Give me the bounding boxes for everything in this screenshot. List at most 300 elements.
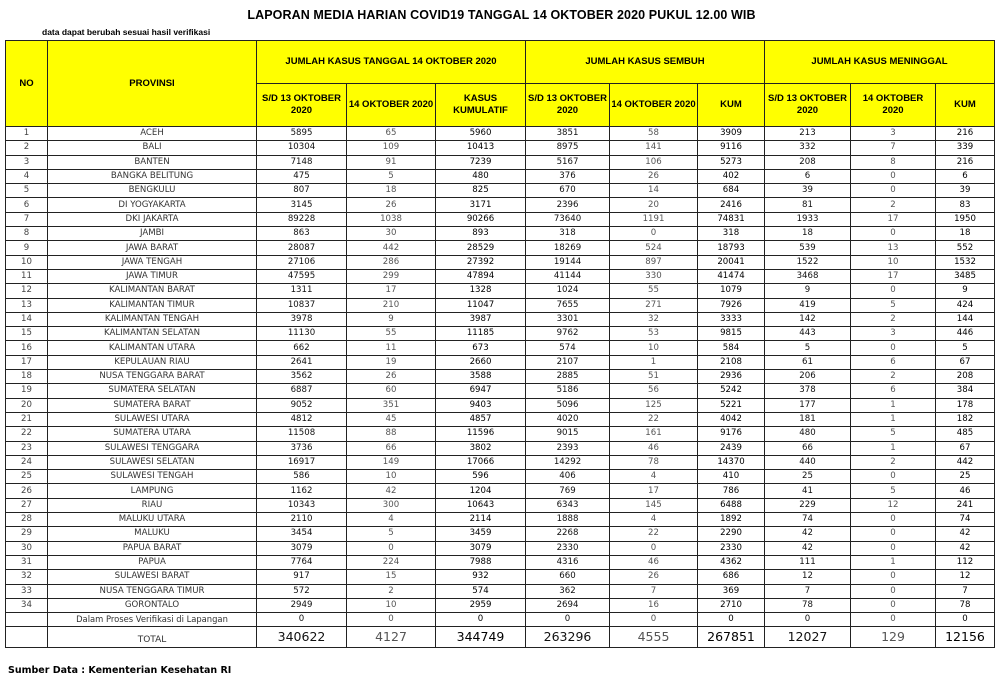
meninggal-today-cell: 13 bbox=[851, 241, 936, 255]
row-no-cell: 14 bbox=[6, 312, 48, 326]
row-provinsi-cell: Dalam Proses Verifikasi di Lapangan bbox=[48, 613, 257, 627]
row-no-cell: 7 bbox=[6, 212, 48, 226]
kasus-sd-cell: 3454 bbox=[257, 527, 347, 541]
table-row bbox=[6, 555, 995, 569]
table-row bbox=[6, 341, 995, 355]
meninggal-sd-cell: 332 bbox=[765, 141, 851, 155]
sembuh-kum-cell: 74831 bbox=[698, 212, 765, 226]
row-no-cell: 33 bbox=[6, 584, 48, 598]
kasus-today-cell: 26 bbox=[347, 370, 436, 384]
row-provinsi-cell: NUSA TENGGARA BARAT bbox=[48, 370, 257, 384]
meninggal-today-cell: 1 bbox=[851, 555, 936, 569]
kasus-today-cell: 210 bbox=[347, 298, 436, 312]
sembuh-kum-cell: 9815 bbox=[698, 327, 765, 341]
meninggal-kum-cell: 25 bbox=[936, 470, 995, 484]
meninggal-sd-cell: 66 bbox=[765, 441, 851, 455]
row-provinsi-cell: SULAWESI TENGAH bbox=[48, 470, 257, 484]
row-no-cell: 22 bbox=[6, 427, 48, 441]
table-row bbox=[6, 470, 995, 484]
meninggal-sd-cell: 229 bbox=[765, 498, 851, 512]
meninggal-kum-cell: 552 bbox=[936, 241, 995, 255]
sembuh-today-cell: 4 bbox=[610, 513, 698, 527]
meninggal-today-cell: 2 bbox=[851, 455, 936, 469]
row-no-cell: 23 bbox=[6, 441, 48, 455]
row-provinsi-cell: BALI bbox=[48, 141, 257, 155]
kasus-today-cell: 55 bbox=[347, 327, 436, 341]
sembuh-sd-cell: 0 bbox=[526, 613, 610, 627]
meninggal-today-cell: 0 bbox=[851, 613, 936, 627]
table-row bbox=[6, 169, 995, 183]
kasus-kum-cell: 3987 bbox=[436, 312, 526, 326]
table-row bbox=[6, 598, 995, 612]
meninggal-kum-cell: 178 bbox=[936, 398, 995, 412]
sembuh-today-cell: 0 bbox=[610, 541, 698, 555]
kasus-sd-cell: 3145 bbox=[257, 198, 347, 212]
header-provinsi: PROVINSI bbox=[48, 41, 257, 127]
row-no-cell: 34 bbox=[6, 598, 48, 612]
meninggal-today-cell: 0 bbox=[851, 169, 936, 183]
row-no-cell: 28 bbox=[6, 513, 48, 527]
sembuh-today-cell: 0 bbox=[610, 613, 698, 627]
row-no-cell: 12 bbox=[6, 284, 48, 298]
sembuh-sd-cell: 41144 bbox=[526, 269, 610, 283]
meninggal-today-cell: 0 bbox=[851, 513, 936, 527]
meninggal-sd-cell: 419 bbox=[765, 298, 851, 312]
meninggal-today-cell: 5 bbox=[851, 298, 936, 312]
sembuh-kum-cell: 14370 bbox=[698, 455, 765, 469]
meninggal-kum-cell: 78 bbox=[936, 598, 995, 612]
sembuh-today-cell: 4 bbox=[610, 470, 698, 484]
sembuh-today-cell: 1191 bbox=[610, 212, 698, 226]
row-provinsi-cell: KALIMANTAN TIMUR bbox=[48, 298, 257, 312]
meninggal-sd-cell: 42 bbox=[765, 541, 851, 555]
covid-report-table bbox=[5, 40, 995, 648]
row-no-cell: 26 bbox=[6, 484, 48, 498]
meninggal-sd-cell: 6 bbox=[765, 169, 851, 183]
sembuh-today-cell: 51 bbox=[610, 370, 698, 384]
table-row bbox=[6, 441, 995, 455]
sembuh-kum-cell: 5242 bbox=[698, 384, 765, 398]
kasus-kum-cell: 1328 bbox=[436, 284, 526, 298]
kasus-today-cell: 0 bbox=[347, 613, 436, 627]
meninggal-kum-cell: 339 bbox=[936, 141, 995, 155]
kasus-sd-cell: 7764 bbox=[257, 555, 347, 569]
kasus-kum-cell: 673 bbox=[436, 341, 526, 355]
meninggal-today-cell: 1 bbox=[851, 412, 936, 426]
sembuh-today-cell: 161 bbox=[610, 427, 698, 441]
kasus-today-cell: 19 bbox=[347, 355, 436, 369]
meninggal-today-cell: 1 bbox=[851, 398, 936, 412]
meninggal-kum-cell: 216 bbox=[936, 127, 995, 141]
kasus-kum-cell: 7239 bbox=[436, 155, 526, 169]
table-row bbox=[6, 327, 995, 341]
sembuh-kum-cell: 9176 bbox=[698, 427, 765, 441]
sembuh-today-cell: 58 bbox=[610, 127, 698, 141]
kasus-sd-cell: 27106 bbox=[257, 255, 347, 269]
sembuh-kum-cell: 4362 bbox=[698, 555, 765, 569]
row-provinsi-cell: MALUKU UTARA bbox=[48, 513, 257, 527]
sembuh-today-cell: 46 bbox=[610, 555, 698, 569]
row-no-cell: 25 bbox=[6, 470, 48, 484]
meninggal-sd-cell: 78 bbox=[765, 598, 851, 612]
sembuh-today-cell: 26 bbox=[610, 169, 698, 183]
meninggal-sd-cell: 181 bbox=[765, 412, 851, 426]
sembuh-today-cell: 20 bbox=[610, 198, 698, 212]
table-row bbox=[6, 241, 995, 255]
meninggal-today-cell: 10 bbox=[851, 255, 936, 269]
kasus-kum-cell: 7988 bbox=[436, 555, 526, 569]
row-no-cell: 32 bbox=[6, 570, 48, 584]
kasus-kum-cell: 596 bbox=[436, 470, 526, 484]
sembuh-today-cell: 145 bbox=[610, 498, 698, 512]
meninggal-sd-cell: 378 bbox=[765, 384, 851, 398]
row-no-cell: 5 bbox=[6, 184, 48, 198]
sembuh-kum-cell: 0 bbox=[698, 613, 765, 627]
sembuh-sd-cell: 574 bbox=[526, 341, 610, 355]
sembuh-kum-cell: 2330 bbox=[698, 541, 765, 555]
kasus-kum-cell: 6947 bbox=[436, 384, 526, 398]
table-row bbox=[6, 355, 995, 369]
kasus-sd-cell: 4812 bbox=[257, 412, 347, 426]
kasus-sd-cell: 917 bbox=[257, 570, 347, 584]
table-row bbox=[6, 412, 995, 426]
kasus-sd-cell: 10837 bbox=[257, 298, 347, 312]
meninggal-today-cell: 0 bbox=[851, 341, 936, 355]
meninggal-kum-cell: 424 bbox=[936, 298, 995, 312]
sembuh-today-cell: 141 bbox=[610, 141, 698, 155]
meninggal-today-cell: 5 bbox=[851, 484, 936, 498]
meninggal-kum-cell: 112 bbox=[936, 555, 995, 569]
kasus-today-cell: 26 bbox=[347, 198, 436, 212]
table-row bbox=[6, 398, 995, 412]
sembuh-sd-cell: 4020 bbox=[526, 412, 610, 426]
table-header bbox=[6, 41, 995, 127]
kasus-today-cell: 9 bbox=[347, 312, 436, 326]
row-provinsi-cell: KALIMANTAN TENGAH bbox=[48, 312, 257, 326]
meninggal-kum-cell: 12 bbox=[936, 570, 995, 584]
kasus-today-cell: 65 bbox=[347, 127, 436, 141]
meninggal-kum-cell: 12156 bbox=[936, 627, 995, 648]
row-provinsi-cell: JAMBI bbox=[48, 227, 257, 241]
meninggal-today-cell: 2 bbox=[851, 312, 936, 326]
meninggal-sd-cell: 74 bbox=[765, 513, 851, 527]
kasus-kum-cell: 2660 bbox=[436, 355, 526, 369]
row-no-cell: 2 bbox=[6, 141, 48, 155]
meninggal-today-cell: 12 bbox=[851, 498, 936, 512]
sembuh-today-cell: 17 bbox=[610, 484, 698, 498]
meninggal-kum-cell: 67 bbox=[936, 355, 995, 369]
sembuh-sd-cell: 2885 bbox=[526, 370, 610, 384]
row-no-cell bbox=[6, 627, 48, 648]
kasus-today-cell: 15 bbox=[347, 570, 436, 584]
meninggal-kum-cell: 7 bbox=[936, 584, 995, 598]
meninggal-kum-cell: 9 bbox=[936, 284, 995, 298]
kasus-today-cell: 18 bbox=[347, 184, 436, 198]
kasus-sd-cell: 16917 bbox=[257, 455, 347, 469]
row-provinsi-cell: BANGKA BELITUNG bbox=[48, 169, 257, 183]
sembuh-kum-cell: 18793 bbox=[698, 241, 765, 255]
header-kasus-kum: KASUS KUMULATIF bbox=[436, 84, 526, 127]
sembuh-kum-cell: 410 bbox=[698, 470, 765, 484]
meninggal-kum-cell: 74 bbox=[936, 513, 995, 527]
kasus-today-cell: 91 bbox=[347, 155, 436, 169]
table-row bbox=[6, 127, 995, 141]
row-no-cell: 18 bbox=[6, 370, 48, 384]
sembuh-sd-cell: 263296 bbox=[526, 627, 610, 648]
meninggal-sd-cell: 1522 bbox=[765, 255, 851, 269]
sembuh-sd-cell: 2107 bbox=[526, 355, 610, 369]
table-body bbox=[6, 127, 995, 648]
sembuh-sd-cell: 5096 bbox=[526, 398, 610, 412]
kasus-today-cell: 10 bbox=[347, 598, 436, 612]
sembuh-today-cell: 55 bbox=[610, 284, 698, 298]
table-row bbox=[6, 227, 995, 241]
kasus-today-cell: 1038 bbox=[347, 212, 436, 226]
meninggal-today-cell: 129 bbox=[851, 627, 936, 648]
meninggal-today-cell: 2 bbox=[851, 198, 936, 212]
meninggal-kum-cell: 67 bbox=[936, 441, 995, 455]
meninggal-today-cell: 3 bbox=[851, 327, 936, 341]
header-group-sembuh: JUMLAH KASUS SEMBUH bbox=[526, 41, 765, 84]
sembuh-today-cell: 10 bbox=[610, 341, 698, 355]
row-no-cell: 19 bbox=[6, 384, 48, 398]
table-row bbox=[6, 513, 995, 527]
row-no-cell: 27 bbox=[6, 498, 48, 512]
meninggal-today-cell: 0 bbox=[851, 284, 936, 298]
kasus-sd-cell: 28087 bbox=[257, 241, 347, 255]
meninggal-sd-cell: 81 bbox=[765, 198, 851, 212]
kasus-today-cell: 30 bbox=[347, 227, 436, 241]
sembuh-sd-cell: 2330 bbox=[526, 541, 610, 555]
sembuh-sd-cell: 2396 bbox=[526, 198, 610, 212]
sembuh-sd-cell: 2694 bbox=[526, 598, 610, 612]
row-provinsi-cell: SULAWESI TENGGARA bbox=[48, 441, 257, 455]
kasus-kum-cell: 2114 bbox=[436, 513, 526, 527]
row-no-cell: 9 bbox=[6, 241, 48, 255]
sembuh-kum-cell: 7926 bbox=[698, 298, 765, 312]
row-no-cell: 13 bbox=[6, 298, 48, 312]
kasus-today-cell: 442 bbox=[347, 241, 436, 255]
meninggal-kum-cell: 83 bbox=[936, 198, 995, 212]
table-row bbox=[6, 541, 995, 555]
sembuh-sd-cell: 73640 bbox=[526, 212, 610, 226]
meninggal-today-cell: 2 bbox=[851, 370, 936, 384]
row-provinsi-cell: DKI JAKARTA bbox=[48, 212, 257, 226]
kasus-kum-cell: 11596 bbox=[436, 427, 526, 441]
sembuh-sd-cell: 3851 bbox=[526, 127, 610, 141]
table-row bbox=[6, 284, 995, 298]
meninggal-kum-cell: 39 bbox=[936, 184, 995, 198]
meninggal-today-cell: 17 bbox=[851, 212, 936, 226]
sembuh-sd-cell: 406 bbox=[526, 470, 610, 484]
kasus-sd-cell: 89228 bbox=[257, 212, 347, 226]
sembuh-kum-cell: 584 bbox=[698, 341, 765, 355]
sembuh-today-cell: 22 bbox=[610, 527, 698, 541]
kasus-sd-cell: 1311 bbox=[257, 284, 347, 298]
sembuh-kum-cell: 786 bbox=[698, 484, 765, 498]
sembuh-kum-cell: 1892 bbox=[698, 513, 765, 527]
meninggal-sd-cell: 12 bbox=[765, 570, 851, 584]
sembuh-sd-cell: 18269 bbox=[526, 241, 610, 255]
verification-row bbox=[6, 613, 995, 627]
sembuh-today-cell: 7 bbox=[610, 584, 698, 598]
row-no-cell: 30 bbox=[6, 541, 48, 555]
meninggal-sd-cell: 206 bbox=[765, 370, 851, 384]
row-provinsi-cell: LAMPUNG bbox=[48, 484, 257, 498]
sembuh-kum-cell: 2936 bbox=[698, 370, 765, 384]
header-kasus-sd: S/D 13 OKTOBER 2020 bbox=[257, 84, 347, 127]
meninggal-sd-cell: 1933 bbox=[765, 212, 851, 226]
meninggal-sd-cell: 18 bbox=[765, 227, 851, 241]
meninggal-sd-cell: 443 bbox=[765, 327, 851, 341]
meninggal-sd-cell: 61 bbox=[765, 355, 851, 369]
sembuh-today-cell: 26 bbox=[610, 570, 698, 584]
kasus-sd-cell: 2110 bbox=[257, 513, 347, 527]
kasus-kum-cell: 10413 bbox=[436, 141, 526, 155]
table-row bbox=[6, 570, 995, 584]
kasus-today-cell: 4 bbox=[347, 513, 436, 527]
row-provinsi-cell: BENGKULU bbox=[48, 184, 257, 198]
sembuh-today-cell: 14 bbox=[610, 184, 698, 198]
sembuh-sd-cell: 5186 bbox=[526, 384, 610, 398]
kasus-sd-cell: 3978 bbox=[257, 312, 347, 326]
meninggal-sd-cell: 480 bbox=[765, 427, 851, 441]
kasus-today-cell: 42 bbox=[347, 484, 436, 498]
meninggal-kum-cell: 42 bbox=[936, 527, 995, 541]
sembuh-kum-cell: 3333 bbox=[698, 312, 765, 326]
sembuh-kum-cell: 2710 bbox=[698, 598, 765, 612]
header-meninggal-sd: S/D 13 OKTOBER 2020 bbox=[765, 84, 851, 127]
meninggal-sd-cell: 7 bbox=[765, 584, 851, 598]
kasus-sd-cell: 1162 bbox=[257, 484, 347, 498]
kasus-today-cell: 10 bbox=[347, 470, 436, 484]
header-group-kasus: JUMLAH KASUS TANGGAL 14 OKTOBER 2020 bbox=[257, 41, 526, 84]
sembuh-kum-cell: 2290 bbox=[698, 527, 765, 541]
row-provinsi-cell: TOTAL bbox=[48, 627, 257, 648]
meninggal-kum-cell: 3485 bbox=[936, 269, 995, 283]
sembuh-sd-cell: 1024 bbox=[526, 284, 610, 298]
sembuh-kum-cell: 684 bbox=[698, 184, 765, 198]
page-title: LAPORAN MEDIA HARIAN COVID19 TANGGAL 14 OKTOBER 2020 PUKUL 12.00 WIB bbox=[247, 8, 756, 22]
table-row bbox=[6, 427, 995, 441]
row-provinsi-cell: ACEH bbox=[48, 127, 257, 141]
data-source: Sumber Data : Kementerian Kesehatan RI bbox=[8, 665, 232, 676]
kasus-sd-cell: 863 bbox=[257, 227, 347, 241]
kasus-sd-cell: 662 bbox=[257, 341, 347, 355]
meninggal-sd-cell: 42 bbox=[765, 527, 851, 541]
row-provinsi-cell: SULAWESI BARAT bbox=[48, 570, 257, 584]
kasus-sd-cell: 475 bbox=[257, 169, 347, 183]
kasus-sd-cell: 3079 bbox=[257, 541, 347, 555]
meninggal-kum-cell: 5 bbox=[936, 341, 995, 355]
kasus-today-cell: 300 bbox=[347, 498, 436, 512]
table-row bbox=[6, 141, 995, 155]
meninggal-sd-cell: 539 bbox=[765, 241, 851, 255]
meninggal-kum-cell: 1532 bbox=[936, 255, 995, 269]
sembuh-sd-cell: 6343 bbox=[526, 498, 610, 512]
total-row bbox=[6, 627, 995, 648]
kasus-sd-cell: 7148 bbox=[257, 155, 347, 169]
row-provinsi-cell: SUMATERA UTARA bbox=[48, 427, 257, 441]
sembuh-kum-cell: 2439 bbox=[698, 441, 765, 455]
meninggal-kum-cell: 485 bbox=[936, 427, 995, 441]
row-no-cell: 15 bbox=[6, 327, 48, 341]
row-provinsi-cell: JAWA TENGAH bbox=[48, 255, 257, 269]
sembuh-kum-cell: 4042 bbox=[698, 412, 765, 426]
kasus-kum-cell: 90266 bbox=[436, 212, 526, 226]
sembuh-kum-cell: 3909 bbox=[698, 127, 765, 141]
sembuh-today-cell: 271 bbox=[610, 298, 698, 312]
sembuh-sd-cell: 14292 bbox=[526, 455, 610, 469]
row-provinsi-cell: MALUKU bbox=[48, 527, 257, 541]
meninggal-today-cell: 0 bbox=[851, 570, 936, 584]
sembuh-sd-cell: 9762 bbox=[526, 327, 610, 341]
kasus-today-cell: 286 bbox=[347, 255, 436, 269]
kasus-sd-cell: 9052 bbox=[257, 398, 347, 412]
kasus-sd-cell: 11508 bbox=[257, 427, 347, 441]
sembuh-sd-cell: 9015 bbox=[526, 427, 610, 441]
row-no-cell: 11 bbox=[6, 269, 48, 283]
sembuh-sd-cell: 660 bbox=[526, 570, 610, 584]
sembuh-kum-cell: 5221 bbox=[698, 398, 765, 412]
table-row bbox=[6, 255, 995, 269]
kasus-kum-cell: 3802 bbox=[436, 441, 526, 455]
kasus-kum-cell: 4857 bbox=[436, 412, 526, 426]
kasus-sd-cell: 2949 bbox=[257, 598, 347, 612]
header-kasus-today: 14 OKTOBER 2020 bbox=[347, 84, 436, 127]
row-provinsi-cell: NUSA TENGGARA TIMUR bbox=[48, 584, 257, 598]
row-provinsi-cell: SUMATERA SELATAN bbox=[48, 384, 257, 398]
row-no-cell: 20 bbox=[6, 398, 48, 412]
kasus-kum-cell: 480 bbox=[436, 169, 526, 183]
sembuh-kum-cell: 402 bbox=[698, 169, 765, 183]
table-row bbox=[6, 498, 995, 512]
kasus-today-cell: 109 bbox=[347, 141, 436, 155]
sembuh-kum-cell: 2108 bbox=[698, 355, 765, 369]
row-no-cell: 4 bbox=[6, 169, 48, 183]
meninggal-sd-cell: 25 bbox=[765, 470, 851, 484]
kasus-kum-cell: 9403 bbox=[436, 398, 526, 412]
kasus-sd-cell: 5895 bbox=[257, 127, 347, 141]
row-no-cell: 17 bbox=[6, 355, 48, 369]
table-row bbox=[6, 184, 995, 198]
table-row bbox=[6, 298, 995, 312]
meninggal-today-cell: 6 bbox=[851, 384, 936, 398]
sembuh-kum-cell: 9116 bbox=[698, 141, 765, 155]
table-row bbox=[6, 155, 995, 169]
meninggal-sd-cell: 12027 bbox=[765, 627, 851, 648]
kasus-today-cell: 5 bbox=[347, 527, 436, 541]
table-row bbox=[6, 312, 995, 326]
sembuh-sd-cell: 4316 bbox=[526, 555, 610, 569]
kasus-sd-cell: 11130 bbox=[257, 327, 347, 341]
sembuh-kum-cell: 5273 bbox=[698, 155, 765, 169]
kasus-kum-cell: 932 bbox=[436, 570, 526, 584]
kasus-sd-cell: 2641 bbox=[257, 355, 347, 369]
meninggal-kum-cell: 384 bbox=[936, 384, 995, 398]
kasus-kum-cell: 11047 bbox=[436, 298, 526, 312]
kasus-kum-cell: 3588 bbox=[436, 370, 526, 384]
row-provinsi-cell: RIAU bbox=[48, 498, 257, 512]
sembuh-sd-cell: 362 bbox=[526, 584, 610, 598]
kasus-sd-cell: 3736 bbox=[257, 441, 347, 455]
row-no-cell: 29 bbox=[6, 527, 48, 541]
sembuh-sd-cell: 5167 bbox=[526, 155, 610, 169]
kasus-sd-cell: 6887 bbox=[257, 384, 347, 398]
table-row bbox=[6, 455, 995, 469]
header-sembuh-sd: S/D 13 OKTOBER 2020 bbox=[526, 84, 610, 127]
kasus-kum-cell: 2959 bbox=[436, 598, 526, 612]
